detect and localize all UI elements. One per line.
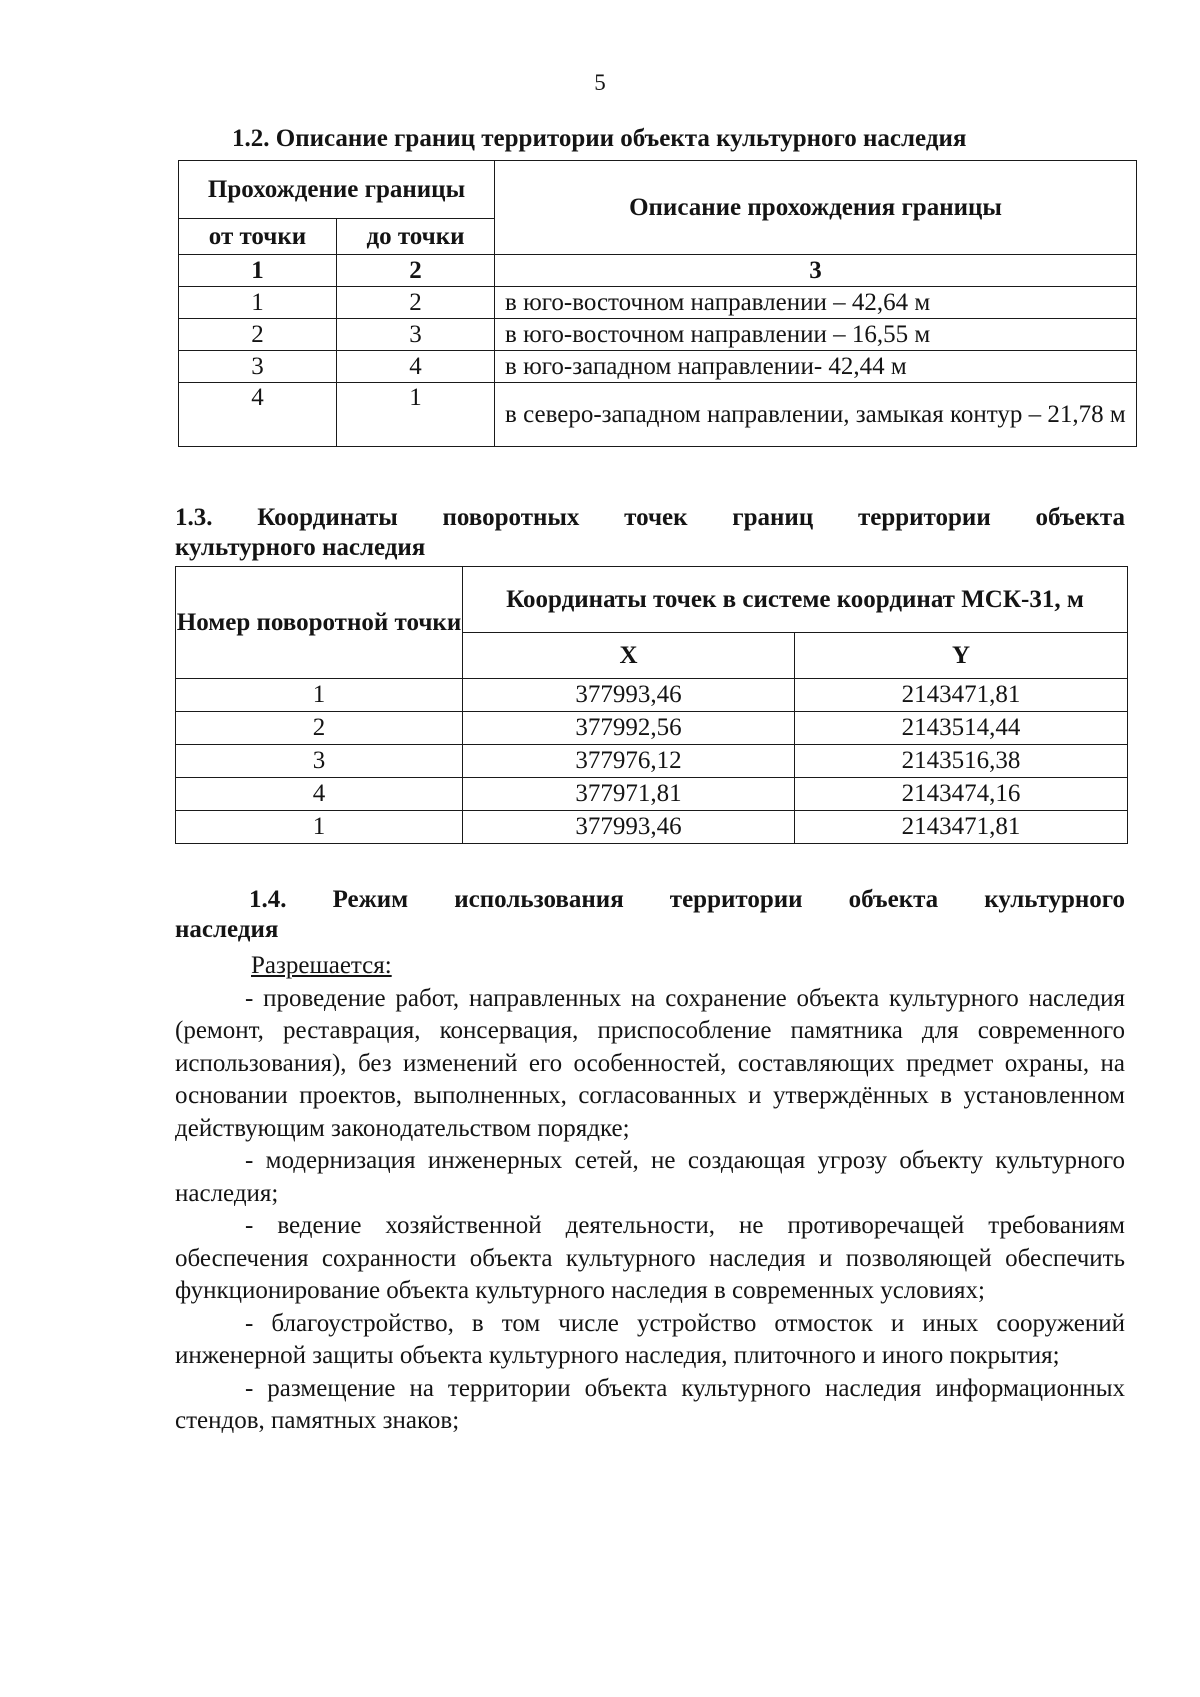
section-1-2-title: 1.2. Описание границ территории объекта культурного наследия [232,125,967,152]
x-coordinate-cell: 377993,46 [463,811,795,844]
paragraph: - проведение работ, направленных на сохранение объекта культурного наследия (ремонт, реставрация, консервация, приспособление памятника для современного использования), без изменений его особенностей, составляющих предмет охраны, на основании проектов, выполненных, согласованных и утверждённых в установленном действующим законодательством порядке; [175,984,1125,1142]
paragraph: - ведение хозяйственной деятельности, не противоречащей требованиям обеспечения сохранности объекта культурного наследия и позволяющей обеспечить функционирование объекта культурного наследия в современных условиях; [175,1212,1125,1304]
section-1-3-title-continued: культурного наследия [175,534,426,561]
usage-regime-text [175,950,1125,1438]
point-number-cell: 3 [176,745,463,778]
header-boundary-description: Описание прохождения границы [495,161,1137,255]
from-point-cell: 4 [179,383,337,447]
header-coordinates: Координаты точек в системе координат МСК-31, м [463,567,1128,633]
paragraph: - модернизация инженерных сетей, не создающая угрозу объекту культурного наследия; [175,1147,1125,1207]
page-number: 5 [594,70,606,95]
allowed-label: Разрешается: [251,952,392,979]
from-point-cell: 3 [179,351,337,383]
header-to-point: до точки [337,219,495,255]
point-number-cell: 1 [176,679,463,712]
to-point-cell: 1 [337,383,495,447]
header-point-number: Номер поворотной точки [176,567,463,679]
header-x: X [463,633,795,679]
table-row [179,351,1137,383]
description-cell: в юго-восточном направлении – 16,55 м [495,319,1137,351]
to-point-cell: 4 [337,351,495,383]
section-1-4-title: 1.4. Режим использования территории объекта культурного [249,886,1125,913]
y-coordinate-cell: 2143471,81 [795,679,1128,712]
y-coordinate-cell: 2143516,38 [795,745,1128,778]
point-number-cell: 2 [176,712,463,745]
section-1-4-title-continued: наследия [175,916,279,943]
to-point-cell: 2 [337,287,495,319]
table-row [176,811,1128,844]
header-from-point: от точки [179,219,337,255]
y-coordinate-cell: 2143474,16 [795,778,1128,811]
boundary-description-table [178,160,1137,447]
x-coordinate-cell: 377992,56 [463,712,795,745]
x-coordinate-cell: 377976,12 [463,745,795,778]
from-point-cell: 1 [179,287,337,319]
table-row [176,778,1128,811]
from-point-cell: 2 [179,319,337,351]
table-row [179,319,1137,351]
header-y: Y [795,633,1128,679]
section-1-3-title: 1.3. Координаты поворотных точек границ территории объекта [175,504,1125,531]
description-cell: в юго-восточном направлении – 42,64 м [495,287,1137,319]
paragraph: - размещение на территории объекта культурного наследия информационных стендов, памятных знаков; [175,1374,1125,1434]
table-row [179,383,1137,447]
table-row [179,287,1137,319]
x-coordinate-cell: 377993,46 [463,679,795,712]
table-row [176,745,1128,778]
column-number: 2 [337,255,495,287]
x-coordinate-cell: 377971,81 [463,778,795,811]
table-row [176,712,1128,745]
y-coordinate-cell: 2143514,44 [795,712,1128,745]
point-number-cell: 1 [176,811,463,844]
paragraph: - благоустройство, в том числе устройство отмосток и иных сооружений инженерной защиты объекта культурного наследия, плиточного и иного покрытия; [175,1309,1125,1369]
y-coordinate-cell: 2143471,81 [795,811,1128,844]
coordinates-table [175,566,1128,844]
description-cell: в юго-западном направлении- 42,44 м [495,351,1137,383]
point-number-cell: 4 [176,778,463,811]
description-cell: в северо-западном направлении, замыкая контур – 21,78 м [495,383,1137,447]
column-number: 3 [495,255,1137,287]
to-point-cell: 3 [337,319,495,351]
column-number: 1 [179,255,337,287]
header-boundary-passage: Прохождение границы [179,161,495,219]
table-row [176,679,1128,712]
